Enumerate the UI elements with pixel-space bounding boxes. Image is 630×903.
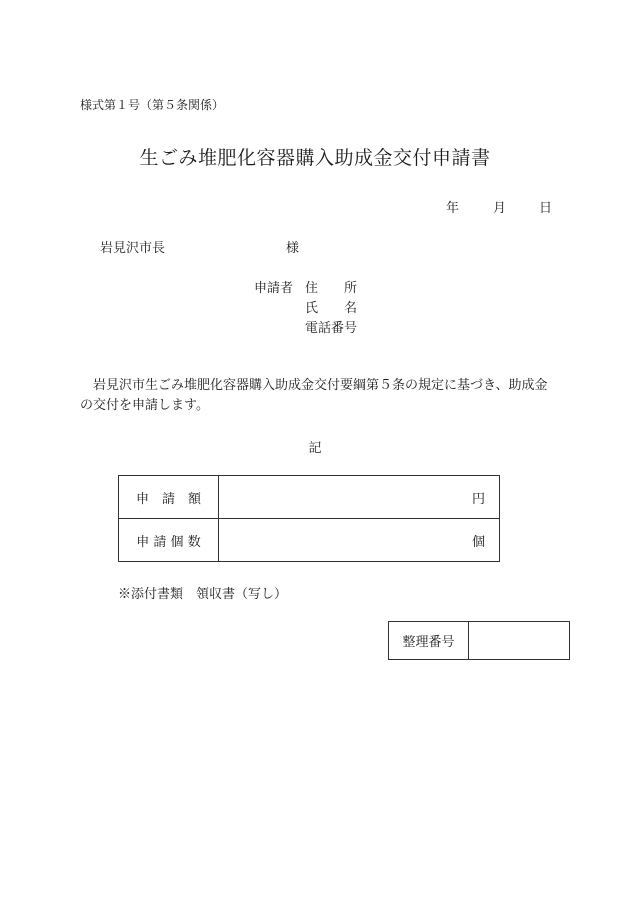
address-label: 住 所 — [305, 281, 358, 296]
table-row — [119, 476, 500, 519]
reference-number-box — [388, 621, 570, 660]
date-day-label: 日 — [539, 201, 553, 216]
document-title: 生ごみ堆肥化容器購入助成金交付申請書 — [139, 147, 491, 169]
application-amount-field[interactable] — [219, 476, 500, 519]
date-year-label: 年 — [446, 201, 460, 216]
addressee-honorific: 様 — [286, 241, 300, 256]
table-row — [389, 622, 570, 660]
form-number: 様式第１号（第５条関係） — [80, 98, 225, 112]
application-table — [118, 475, 500, 562]
application-statement: 岩見沢市生ごみ堆肥化容器購入助成金交付要綱第５条の規定に基づき、助成金の交付を申請します。 — [80, 378, 548, 413]
application-count-label: 申 請 個 数 — [119, 519, 219, 562]
application-count-field[interactable] — [219, 519, 500, 562]
addressee-name: 岩見沢市長 — [100, 241, 166, 256]
date-month-label: 月 — [493, 201, 507, 216]
phone-label: 電話番号 — [305, 321, 358, 336]
application-amount-label: 申 請 額 — [119, 476, 219, 519]
reference-number-label: 整理番号 — [389, 622, 469, 660]
yen-unit: 円 — [471, 491, 485, 507]
reference-number-field[interactable] — [469, 622, 570, 660]
name-label: 氏 名 — [305, 301, 358, 316]
attachment-note: ※添付書類 領収書（写し） — [118, 587, 288, 602]
applicant-label: 申請者 — [254, 281, 294, 296]
count-unit: 個 — [471, 534, 485, 550]
ki-heading: 記 — [308, 441, 322, 456]
table-row — [119, 519, 500, 562]
